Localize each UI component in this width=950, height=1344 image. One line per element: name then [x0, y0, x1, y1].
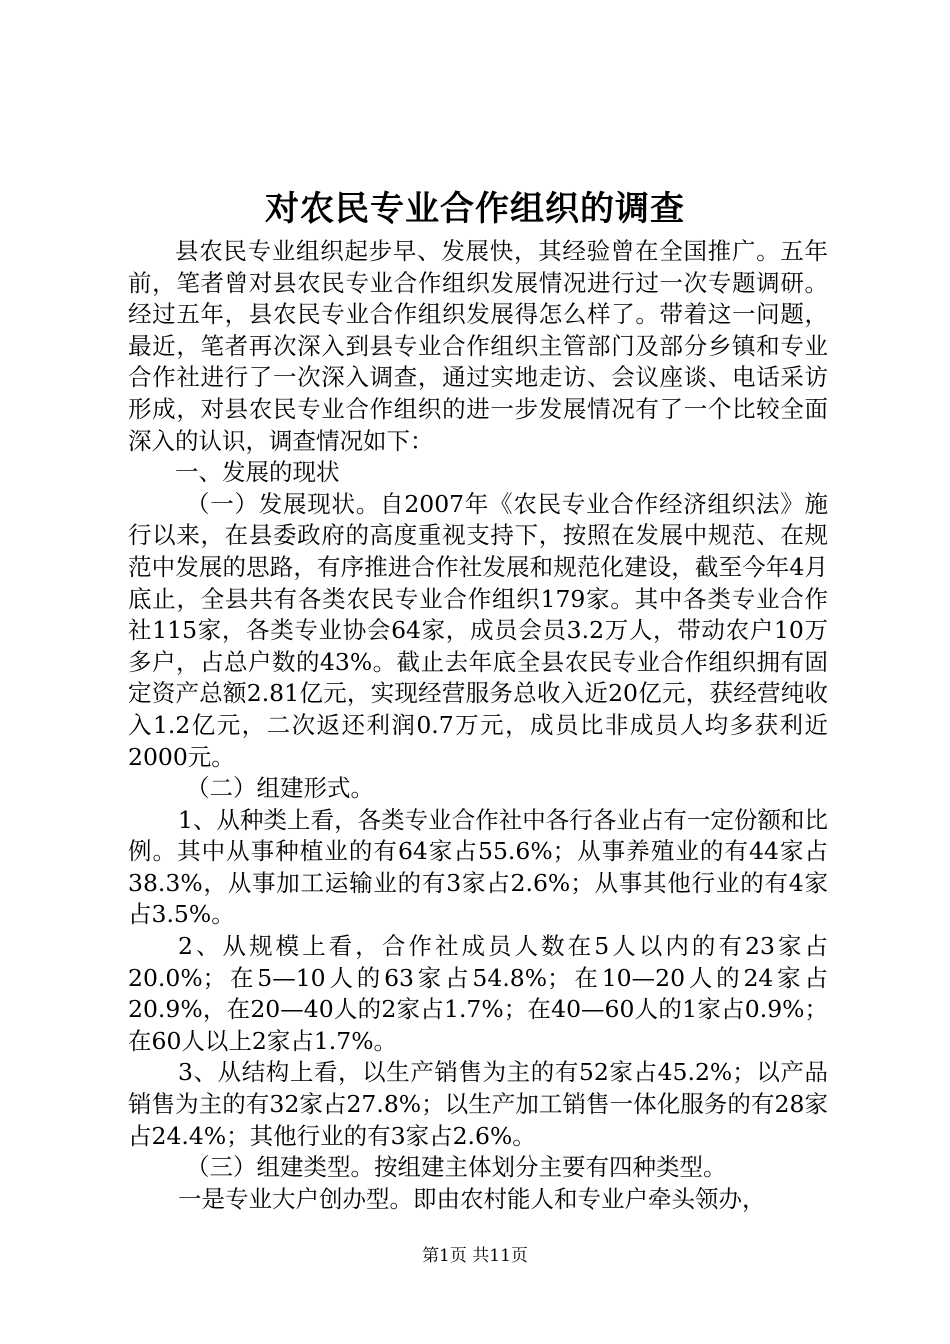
subheading-form: （二）组建形式。 — [186, 774, 374, 803]
paragraph-intro: 县农民专业组织起步早、发展快，其经验曾在全国推广。五年前，笔者曾对县农民专业合作组织发展情况进行过一次专题调研。经过五年，县农民专业合作组织发展得怎么样了。带着这一问题，最近，笔者再次深入到县专业合作组织主管部门及部分乡镇和专业合作社进行了一次深入调查，通过实地走访、会议座谈、电话采访形成，对县农民专业合作组织的进一步发展情况有了一个比较全面深入的认识，调查情况如下： — [128, 237, 828, 455]
subheading-types: （三）组建类型。按组建主体划分主要有四种类型。 — [186, 1153, 727, 1182]
paragraph-by-scale: 2、从规模上看，合作社成员人数在5人以内的有23家占20.0%；在5—10人的63家占54.8%；在10—20人的24家占20.9%，在20—40人的2家占1.7%；在40—60人的1家占0.9%；在60人以上2家占1.7%。 — [128, 932, 828, 1055]
paragraph-by-structure: 3、从结构上看，以生产销售为主的有52家占45.2%；以产品销售为主的有32家占27.8%；以生产加工销售一体化服务的有28家占24.4%；其他行业的有3家占2.6%。 — [128, 1058, 828, 1150]
document-title: 对农民专业合作组织的调查 — [265, 189, 685, 229]
paragraph-type-one: 一是专业大户创办型。即由农村能人和专业户牵头领办， — [178, 1184, 766, 1213]
page-footer: 第1页 共11页 — [422, 1246, 528, 1266]
document-body — [128, 236, 828, 1215]
paragraph-status: （一）发展现状。自2007年《农民专业合作经济组织法》施行以来，在县委政府的高度重视支持下，按照在发展中规范、在规范中发展的思路，有序推进合作社发展和规范化建设，截至今年4月底止，全县共有各类农民专业合作组织179家。其中各类专业合作社115家，各类专业协会64家，成员会员3.2万人，带动农户10万多户，占总户数的43%。截止去年底全县农民专业合作组织拥有固定资产总额2.81亿元，实现经营服务总收入近20亿元，获经营纯收入1.2亿元，二次返还利润0.7万元，成员比非成员人均多获利近2000元。 — [128, 489, 828, 771]
paragraph-by-type: 1、从种类上看，各类专业合作社中各行各业占有一定份额和比例。其中从事种植业的有64家占55.6%；从事养殖业的有44家占38.3%，从事加工运输业的有3家占2.6%；从事其他行业的有4家占3.5%。 — [128, 805, 828, 929]
section-heading-1: 一、发展的现状 — [175, 458, 340, 487]
